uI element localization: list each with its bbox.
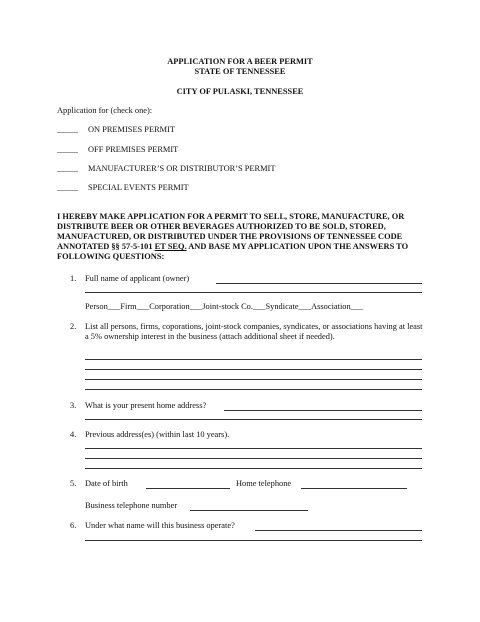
question-3-number: 3. — [70, 401, 77, 410]
form-title: APPLICATION FOR A BEER PERMIT — [167, 57, 313, 66]
option-blank-off-premises[interactable]: _____ — [57, 145, 78, 154]
home-telephone-label: Home telephone — [236, 479, 292, 488]
option-label-manufacturer: MANUFACTURER’S OR DISTRIBUTOR’S PERMIT — [88, 164, 276, 173]
application-for-label: Application for (check one): — [57, 106, 153, 115]
business-name-line-2[interactable] — [85, 540, 422, 541]
option-blank-special-events[interactable]: _____ — [57, 183, 78, 192]
question-3-text: What is your present home address? — [85, 401, 207, 410]
question-6-number: 6. — [70, 521, 77, 530]
declaration-text-start: I HEREBY MAKE APPLICATION FOR A PERMIT TO SELL, STORE, MANUFACTURE, OR DISTRIBUTE BEER OR OTHER BEVERAGES AUTHORIZED TO BE SOLD, STORED, MANUFACTURED, OR DISTRIBUTED UNDER THE PROVISIONS OF TENNESSEE CODE ANNOTATED §§ 57-5-101 — [57, 212, 405, 251]
previous-address-line-3[interactable] — [85, 468, 422, 469]
declaration-text-end: AND BASE MY APPLICATION UPON THE ANSWERS TO FOLLOWING QUESTIONS: — [57, 242, 409, 261]
declaration-paragraph — [57, 212, 433, 262]
previous-address-line-2[interactable] — [85, 458, 422, 459]
home-address-line[interactable] — [224, 410, 422, 411]
question-1-text: Full name of applicant (owner) — [85, 274, 190, 283]
date-of-birth-line[interactable] — [146, 488, 230, 489]
previous-address-line-1[interactable] — [85, 448, 422, 449]
ownership-line-2[interactable] — [85, 369, 422, 370]
option-label-off-premises: OFF PREMISES PERMIT — [88, 145, 179, 154]
option-blank-manufacturer[interactable]: _____ — [57, 164, 78, 173]
ownership-line-1[interactable] — [85, 359, 422, 360]
question-6-text: Under what name will this business operate? — [85, 521, 235, 530]
question-4-number: 4. — [70, 430, 77, 439]
option-label-special-events: SPECIAL EVENTS PERMIT — [88, 183, 189, 192]
home-telephone-line[interactable] — [301, 488, 407, 489]
declaration-et-seq: ET SEQ. — [154, 242, 187, 251]
entity-type-options[interactable]: Person___Firm___Corporation___Joint-stock Co.___Syndicate___Association___ — [85, 302, 364, 311]
question-2-number: 2. — [70, 322, 77, 331]
date-of-birth-label: Date of birth — [85, 479, 128, 488]
applicant-name-line-2[interactable] — [85, 292, 422, 293]
option-blank-on-premises[interactable]: _____ — [57, 125, 78, 134]
business-name-line[interactable] — [255, 530, 422, 531]
home-address-line-2[interactable] — [85, 419, 422, 420]
ownership-line-3[interactable] — [85, 379, 422, 380]
business-telephone-label: Business telephone number — [85, 501, 178, 510]
applicant-name-line[interactable] — [216, 283, 422, 284]
city-heading: CITY OF PULASKI, TENNESSEE — [176, 87, 304, 96]
question-5-number: 5. — [70, 479, 77, 488]
ownership-line-4[interactable] — [85, 389, 422, 390]
state-heading: STATE OF TENNESSEE — [194, 67, 286, 76]
question-2-text: List all persons, firms, coporations, joint-stock companies, syndicates, or associations having at least a 5% ownership interest in the business (attach additional sheet if needed). — [85, 322, 423, 341]
option-label-on-premises: ON PREMISES PERMIT — [88, 125, 176, 134]
business-telephone-line[interactable] — [190, 510, 308, 511]
question-1-number: 1. — [70, 274, 77, 283]
question-4-text: Previous address(es) (within last 10 years). — [85, 430, 230, 439]
